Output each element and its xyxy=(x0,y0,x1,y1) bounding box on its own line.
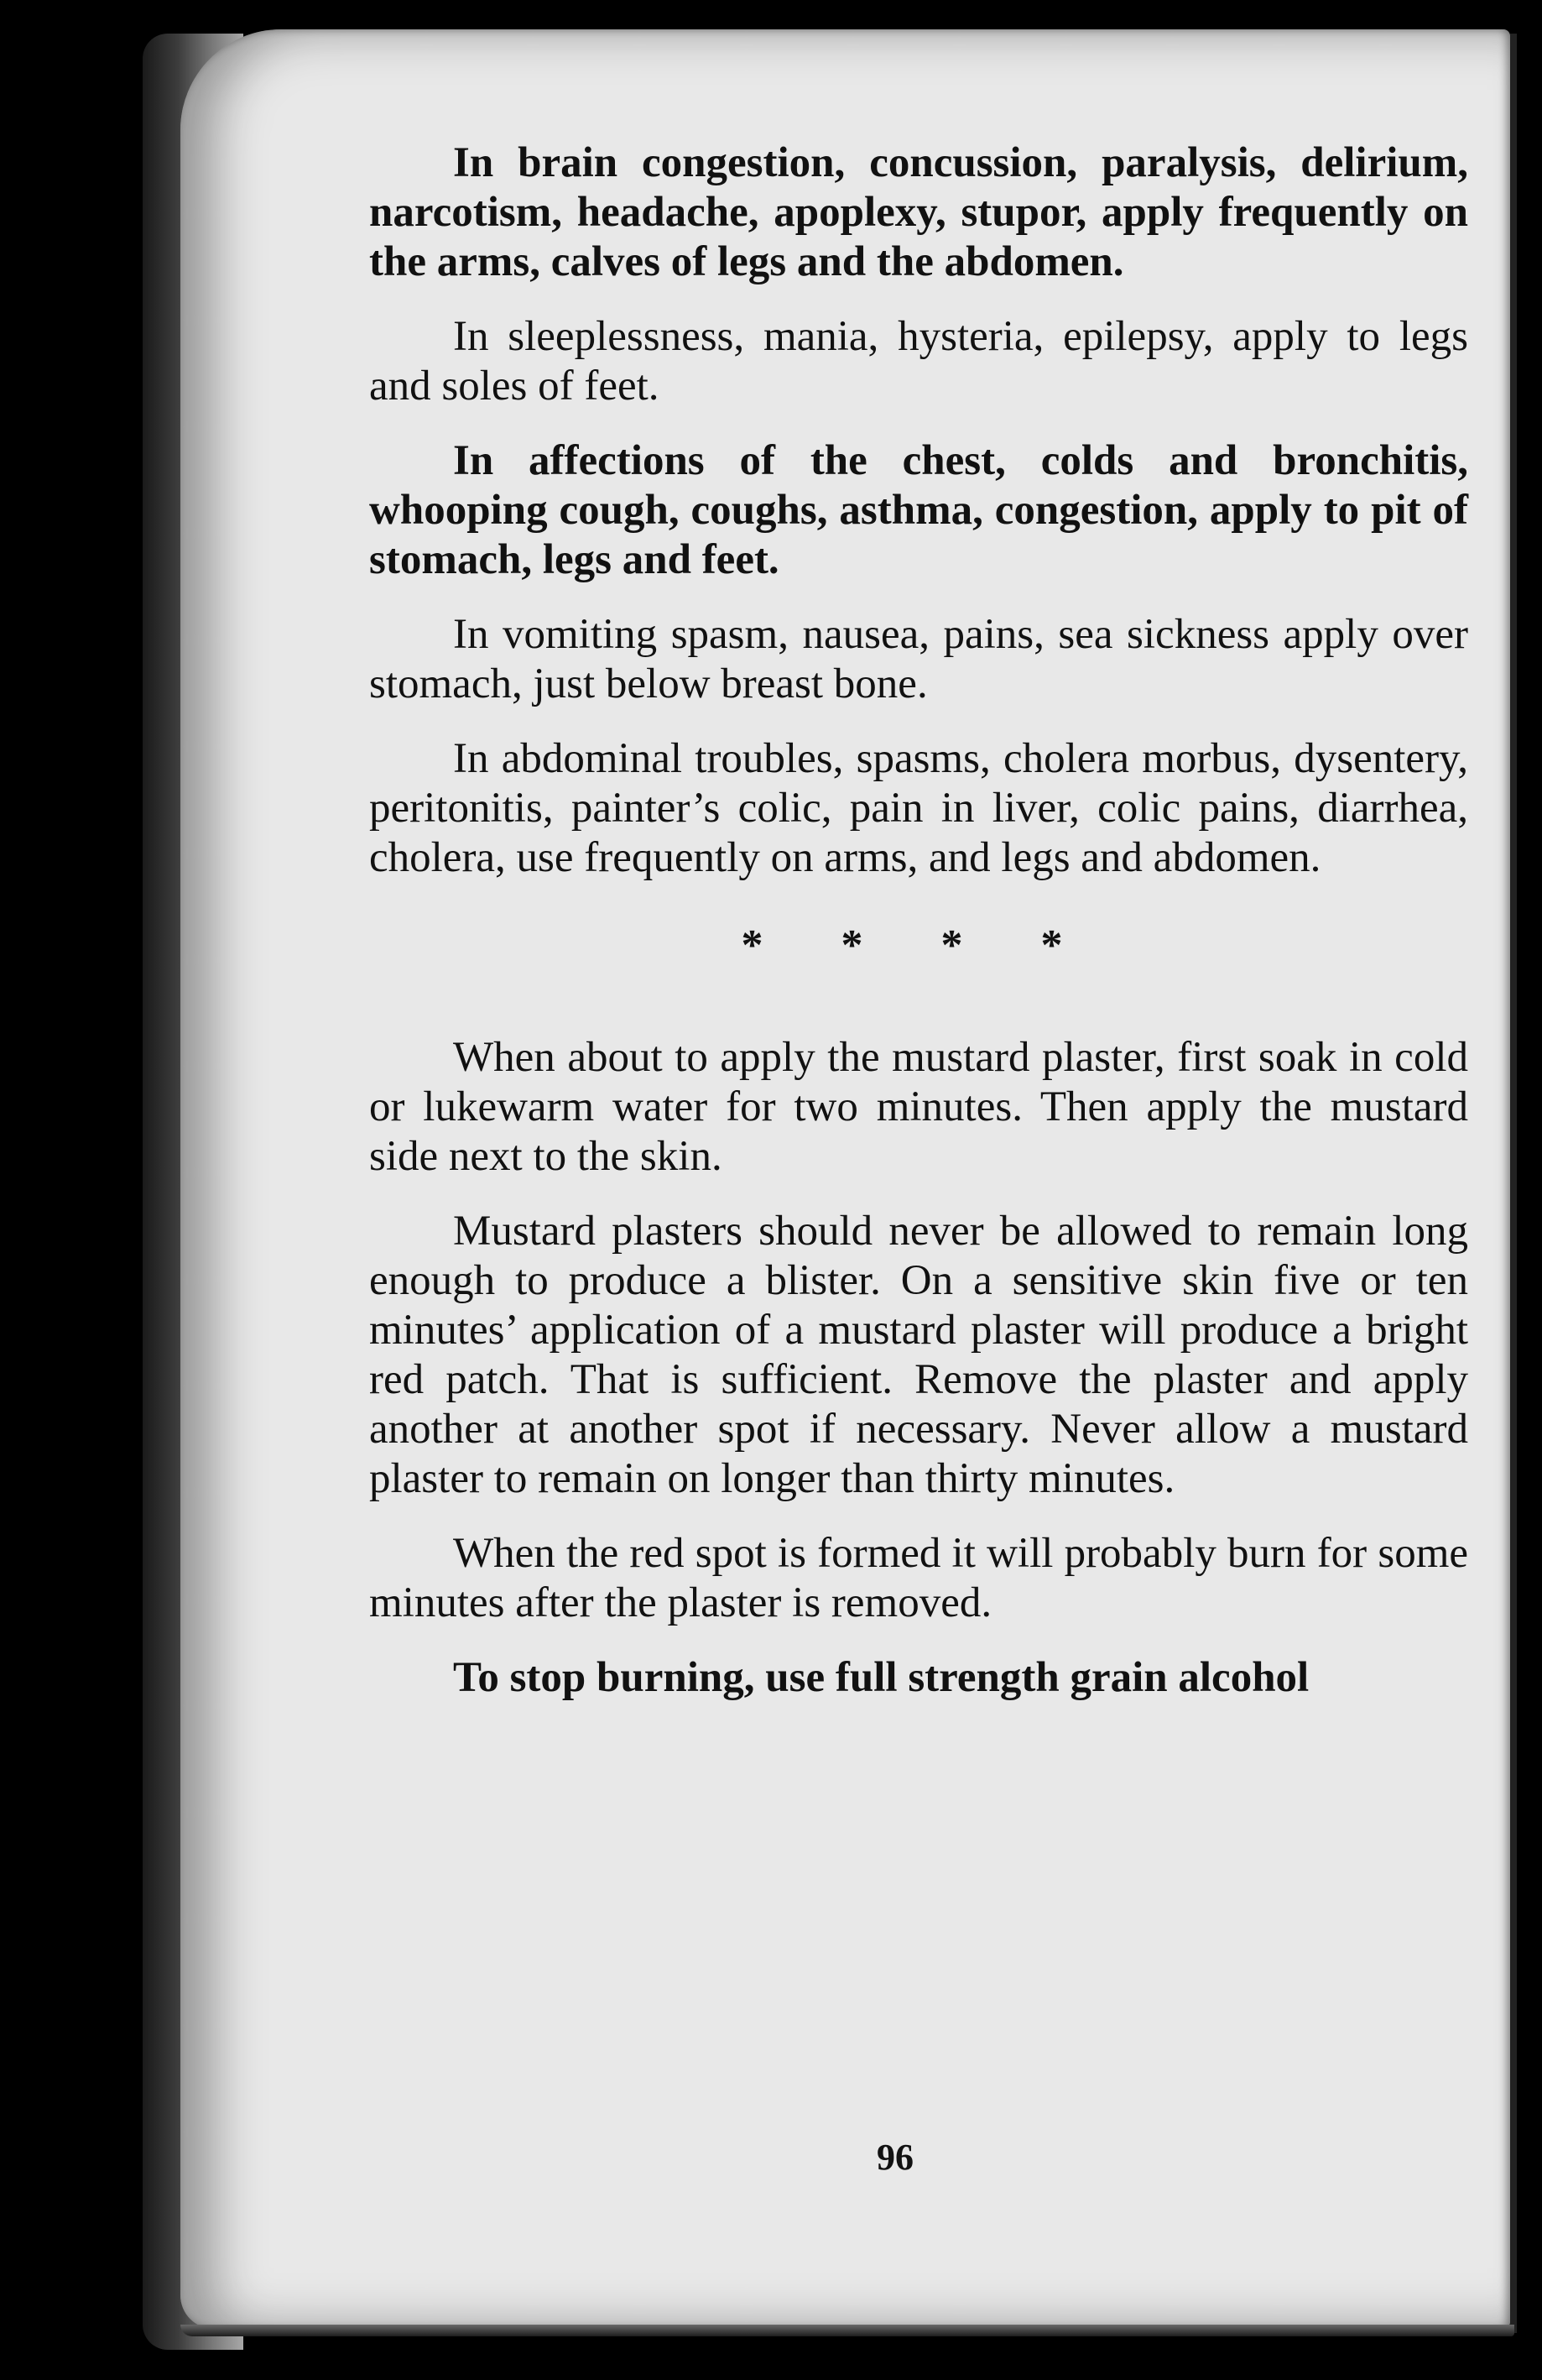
paragraph-red-spot: When the red spot is formed it will probably burn for some minutes after the plaster is removed. xyxy=(369,1530,1468,1626)
paragraph-vomiting: In vomiting spasm, nausea, pains, sea sickness apply over stomach, just below breast bone. xyxy=(369,611,1468,707)
page-bottom-edge xyxy=(180,2325,1514,2336)
paragraph-sleeplessness: In sleeplessness, mania, hysteria, epilepsy, apply to legs and soles of feet. xyxy=(369,313,1468,410)
paragraph-chest-affections: In affections of the chest, colds and bronchitis, whooping cough, coughs, asthma, congestion, apply to pit of stomach, legs and feet. xyxy=(369,437,1468,583)
section-separator: * * * * xyxy=(741,921,1097,969)
paragraph-abdominal-troubles: In abdominal troubles, spasms, cholera morbus, dysentery, peritonitis, painter’s colic, pain in liver, colic pains, diarrhea, cholera, use frequently on arms, and legs and abdomen. xyxy=(369,735,1468,881)
page-number: 96 xyxy=(877,2137,914,2178)
page-text xyxy=(369,138,1468,1728)
paragraph-stop-burning: To stop burning, use full strength grain alcohol xyxy=(453,1654,1310,1701)
paragraph-never-blister: Mustard plasters should never be allowed to remain long enough to produce a blister. On a sensitive skin five or ten minutes’ application of a mustard plaster will produce a bright red patch. That is sufficient. Remove the plaster and apply another at another spot if necessary. Never allow a mustard plaster to remain on longer than thirty minutes. xyxy=(369,1208,1468,1502)
paragraph-brain-congestion: In brain congestion, concussion, paralysis, delirium, narcotism, headache, apoplexy, stupor, apply frequently on the arms, calves of legs and the abdomen. xyxy=(369,139,1468,285)
paragraph-applying-plaster: When about to apply the mustard plaster, first soak in cold or lukewarm water for two minutes. Then apply the mustard side next to the skin. xyxy=(369,1034,1468,1180)
page-right-edge xyxy=(1510,34,1517,2333)
